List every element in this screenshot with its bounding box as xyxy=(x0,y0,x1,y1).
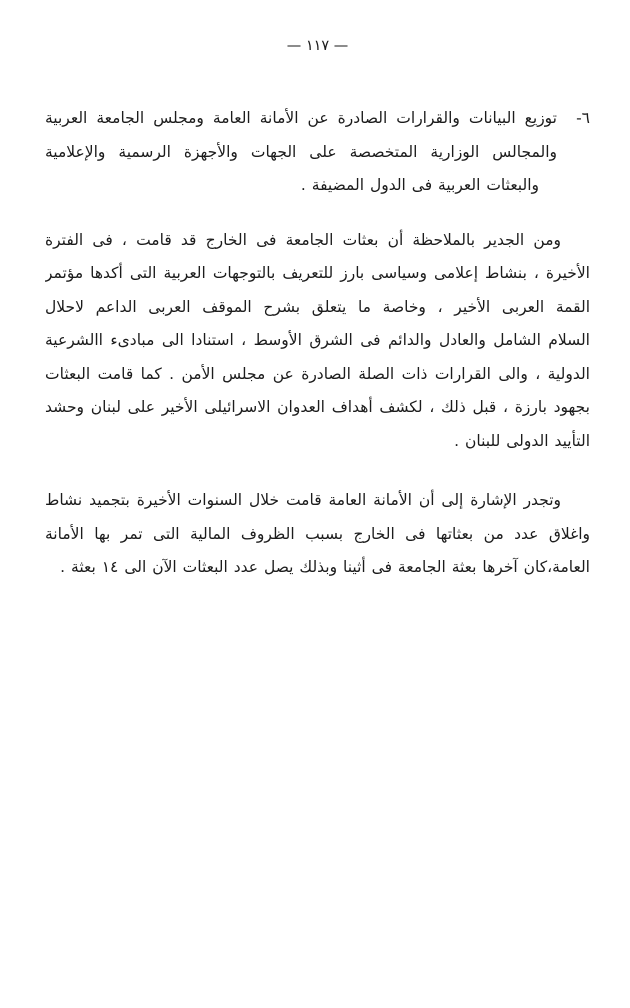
text-line: والبعثات العربية فى الدول المضيفة . xyxy=(300,176,539,194)
paragraph-missions-freeze xyxy=(45,484,590,585)
text-line: وتجدر الإشارة إلى أن الأمانة العامة قامت خلال السنوات الأخيرة بتجميد نشاط xyxy=(45,491,561,509)
text-line: توزيع البيانات والقرارات الصادرة عن الأمانة العامة ومجلس الجامعة العربية xyxy=(45,109,557,127)
paragraph-missions-activity xyxy=(45,224,590,459)
text-line: السلام الشامل والعادل والدائم فى الشرق الأوسط ، استنادا الى مبادىء االشرعية xyxy=(45,331,590,349)
text-line: التأييد الدولى للبنان . xyxy=(454,431,590,450)
text-line: القمة العربى الأخير ، وخاصة ما يتعلق بشرح الموقف العربى الداعم لاحلال xyxy=(45,297,590,316)
text-line: ومن الجدير بالملاحظة أن بعثات الجامعة فى الخارج قد قامت ، فى الفترة xyxy=(45,230,561,249)
text-line: الأخيرة ، بنشاط إعلامى وسياسى بارز للتعريف بالتوجهات العربية التى أكدها مؤتمر xyxy=(45,264,590,282)
text-line: واغلاق عدد من بعثاتها فى الخارج بسبب الظروف المالية التى تمر بها الأمانة xyxy=(45,524,590,543)
text-line: والمجالس الوزارية المتخصصة على الجهات والأجهزة الرسمية والإعلامية xyxy=(45,142,557,161)
text-line: الدولية ، والى القرارات ذات الصلة الصادرة عن مجلس الأمن . كما قامت البعثات xyxy=(45,364,590,383)
text-line: العامة،كان آخرها بعثة الجامعة فى أثينا وبذلك يصل عدد البعثات الآن الى ١٤ بعثة . xyxy=(60,558,590,576)
text-line: بجهود بارزة ، قبل ذلك ، لكشف أهداف العدوان الاسرائيلى الأخير على لبنان وحشد xyxy=(45,398,590,416)
item-number-marker: ٦- xyxy=(576,109,590,127)
list-item-6 xyxy=(45,102,590,203)
page-number: — ١١٧ — xyxy=(286,38,349,54)
